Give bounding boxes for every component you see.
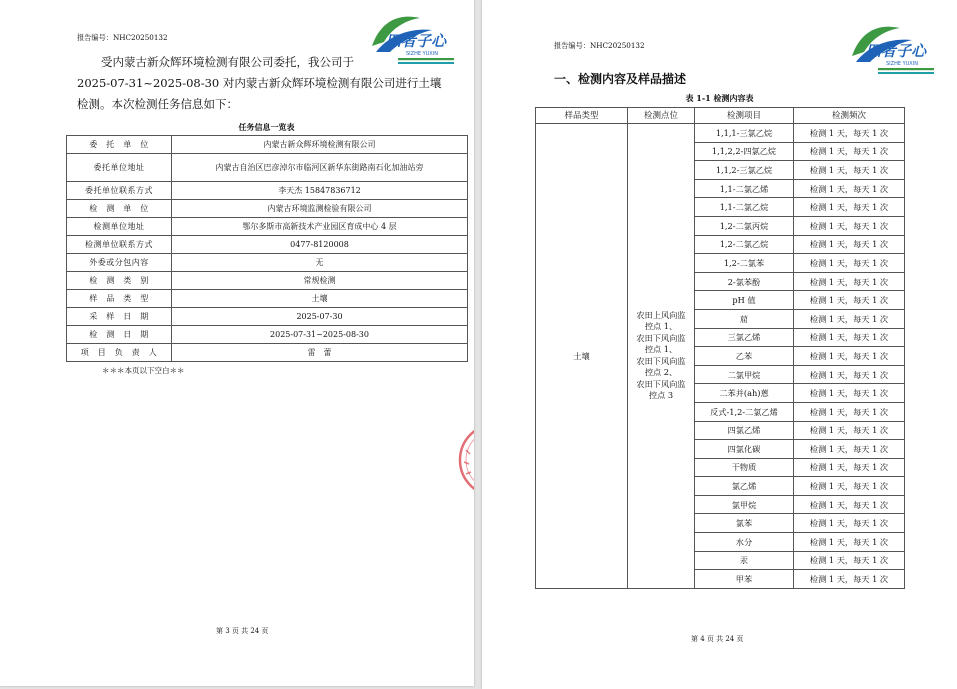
detection-item: 氯苯 bbox=[695, 514, 794, 533]
table-row bbox=[536, 124, 905, 143]
row-label: 检 测 日 期 bbox=[67, 326, 172, 344]
table-row bbox=[67, 236, 468, 254]
task-table-title: 任务信息一览表 bbox=[238, 122, 295, 132]
logo-graphic bbox=[842, 22, 938, 78]
detection-content-table bbox=[535, 107, 905, 589]
detection-item: pH 值 bbox=[695, 291, 794, 310]
intro-line: 2025-07-31~2025-08-30 对内蒙古新众辉环境检测有限公司进行土壤 bbox=[77, 76, 442, 90]
detection-frequency: 检测 1 天，每天 1 次 bbox=[794, 570, 905, 589]
table-header-row bbox=[536, 108, 905, 124]
detection-item: 反式-1,2-二氯乙烯 bbox=[695, 402, 794, 421]
row-label: 检 测 类 别 bbox=[67, 272, 172, 290]
row-value: 2025-07-31~2025-08-30 bbox=[172, 326, 468, 344]
detection-frequency: 检测 1 天，每天 1 次 bbox=[794, 272, 905, 291]
blank-note: ＊＊＊本页以下空白＊＊ bbox=[102, 366, 185, 375]
intro-line: 受内蒙古新众辉环境检测有限公司委托，我公司于 bbox=[101, 55, 354, 69]
detection-point-line: 控点 1、 bbox=[644, 321, 678, 332]
table-row bbox=[67, 254, 468, 272]
detection-frequency: 检测 1 天，每天 1 次 bbox=[794, 514, 905, 533]
report-number: 报告编号：NHC20250132 bbox=[554, 41, 645, 50]
detection-frequency: 检测 1 天，每天 1 次 bbox=[794, 142, 905, 161]
row-value: 李天杰 15847836712 bbox=[172, 182, 468, 200]
detection-item: 甲苯 bbox=[695, 570, 794, 589]
row-value: 雷 蕾 bbox=[172, 344, 468, 362]
detection-item: 1,2-二氯乙烷 bbox=[695, 235, 794, 254]
detection-points-cell bbox=[628, 124, 695, 589]
row-label: 外委或分包内容 bbox=[67, 254, 172, 272]
detection-item: 乙苯 bbox=[695, 347, 794, 366]
detection-frequency: 检测 1 天，每天 1 次 bbox=[794, 421, 905, 440]
detection-frequency: 检测 1 天，每天 1 次 bbox=[794, 328, 905, 347]
table-row bbox=[67, 182, 468, 200]
header-item: 检测项目 bbox=[695, 108, 794, 124]
detection-frequency: 检测 1 天，每天 1 次 bbox=[794, 495, 905, 514]
row-label: 委 托 单 位 bbox=[67, 136, 172, 154]
table-row bbox=[67, 344, 468, 362]
row-label: 项 目 负 责 人 bbox=[67, 344, 172, 362]
logo-subtitle: SIZHE YUXIN bbox=[886, 61, 918, 67]
company-logo bbox=[842, 22, 938, 78]
detection-item: 二氯甲烷 bbox=[695, 365, 794, 384]
row-label: 委托单位联系方式 bbox=[67, 182, 172, 200]
detection-item: 1,1-二氯乙烷 bbox=[695, 198, 794, 217]
row-value: 无 bbox=[172, 254, 468, 272]
detection-frequency: 检测 1 天，每天 1 次 bbox=[794, 291, 905, 310]
detection-item: 1,2-二氯苯 bbox=[695, 254, 794, 273]
detection-frequency: 检测 1 天，每天 1 次 bbox=[794, 458, 905, 477]
detection-frequency: 检测 1 天，每天 1 次 bbox=[794, 235, 905, 254]
detection-frequency: 检测 1 天，每天 1 次 bbox=[794, 347, 905, 366]
detection-item: 1,1,2,2-四氯乙烷 bbox=[695, 142, 794, 161]
table-row bbox=[67, 326, 468, 344]
report-number: 报告编号：NHC20250132 bbox=[77, 33, 168, 42]
detection-point-line: 控点 1、 bbox=[644, 344, 678, 355]
intro-line: 检测。本次检测任务信息如下： bbox=[77, 97, 238, 111]
row-value: 0477-8120008 bbox=[172, 236, 468, 254]
detection-item: 䓛 bbox=[695, 309, 794, 328]
logo-text: 四者子心 bbox=[386, 32, 447, 50]
row-label: 样 品 类 型 bbox=[67, 290, 172, 308]
detection-point-line: 控点 2、 bbox=[644, 367, 678, 378]
detection-item: 三氯乙烯 bbox=[695, 328, 794, 347]
logo-subtitle: SIZHE YUXIN bbox=[406, 51, 438, 57]
detection-frequency: 检测 1 天，每天 1 次 bbox=[794, 384, 905, 403]
task-info-table bbox=[66, 135, 468, 362]
row-label: 检 测 单 位 bbox=[67, 200, 172, 218]
detection-frequency: 检测 1 天，每天 1 次 bbox=[794, 365, 905, 384]
row-value: 2025-07-30 bbox=[172, 308, 468, 326]
table-row bbox=[67, 272, 468, 290]
detection-point-line: 农田下风向监 bbox=[636, 332, 686, 343]
detection-item: 水分 bbox=[695, 533, 794, 552]
detection-frequency: 检测 1 天，每天 1 次 bbox=[794, 402, 905, 421]
detection-item: 2-氯苯酚 bbox=[695, 272, 794, 291]
detection-item: 1,1-二氯乙烯 bbox=[695, 179, 794, 198]
sample-type-cell: 土壤 bbox=[536, 124, 628, 589]
content-table-title: 表 1-1 检测内容表 bbox=[685, 93, 754, 103]
report-page-3 bbox=[0, 0, 474, 686]
header-sample-type: 样品类型 bbox=[536, 108, 628, 124]
detection-item: 四氯乙烯 bbox=[695, 421, 794, 440]
detection-frequency: 检测 1 天，每天 1 次 bbox=[794, 254, 905, 273]
row-value: 鄂尔多斯市高新技术产业园区育成中心 4 层 bbox=[172, 218, 468, 236]
row-label: 采 样 日 期 bbox=[67, 308, 172, 326]
detection-frequency: 检测 1 天，每天 1 次 bbox=[794, 198, 905, 217]
detection-frequency: 检测 1 天，每天 1 次 bbox=[794, 533, 905, 552]
detection-frequency: 检测 1 天，每天 1 次 bbox=[794, 216, 905, 235]
section-title: 一、检测内容及样品描述 bbox=[554, 72, 687, 86]
table-row bbox=[67, 200, 468, 218]
detection-item: 1,1,1-三氯乙烷 bbox=[695, 124, 794, 143]
detection-item: 1,2-二氯丙烷 bbox=[695, 216, 794, 235]
header-point: 检测点位 bbox=[628, 108, 695, 124]
page-footer: 第 3 页 共 24 页 bbox=[216, 627, 269, 635]
row-value: 土壤 bbox=[172, 290, 468, 308]
table-row bbox=[67, 154, 468, 182]
table-row bbox=[67, 218, 468, 236]
detection-item: 汞 bbox=[695, 551, 794, 570]
table-row bbox=[67, 308, 468, 326]
detection-item: 1,1,2-三氯乙烷 bbox=[695, 161, 794, 180]
detection-point-line: 控点 3 bbox=[648, 390, 674, 401]
detection-frequency: 检测 1 天，每天 1 次 bbox=[794, 551, 905, 570]
report-page-4 bbox=[482, 0, 957, 689]
detection-frequency: 检测 1 天，每天 1 次 bbox=[794, 124, 905, 143]
detection-frequency: 检测 1 天，每天 1 次 bbox=[794, 179, 905, 198]
row-label: 委托单位地址 bbox=[67, 154, 172, 182]
detection-point-line: 农田上风向监 bbox=[636, 309, 686, 320]
seal-stamp bbox=[456, 420, 474, 500]
detection-item: 二苯并(ah)蒽 bbox=[695, 384, 794, 403]
row-label: 检测单位地址 bbox=[67, 218, 172, 236]
row-value: 内蒙古自治区巴彦淖尔市临河区新华东街路南石化加油站旁 bbox=[172, 154, 468, 182]
logo-text: 四者子心 bbox=[866, 42, 927, 60]
table-row bbox=[67, 136, 468, 154]
detection-point-line: 农田下风向监 bbox=[636, 355, 686, 366]
header-frequency: 检测频次 bbox=[794, 108, 905, 124]
row-value: 内蒙古环境监测检验有限公司 bbox=[172, 200, 468, 218]
detection-point-line: 农田下风向监 bbox=[636, 378, 686, 389]
row-value: 内蒙古新众辉环境检测有限公司 bbox=[172, 136, 468, 154]
detection-item: 四氯化碳 bbox=[695, 440, 794, 459]
detection-frequency: 检测 1 天，每天 1 次 bbox=[794, 161, 905, 180]
row-label: 检测单位联系方式 bbox=[67, 236, 172, 254]
table-row bbox=[67, 290, 468, 308]
detection-frequency: 检测 1 天，每天 1 次 bbox=[794, 477, 905, 496]
row-value: 常规检测 bbox=[172, 272, 468, 290]
detection-item: 干物质 bbox=[695, 458, 794, 477]
detection-item: 氯甲烷 bbox=[695, 495, 794, 514]
detection-item: 氯乙烯 bbox=[695, 477, 794, 496]
page-footer: 第 4 页 共 24 页 bbox=[691, 635, 744, 643]
detection-frequency: 检测 1 天，每天 1 次 bbox=[794, 309, 905, 328]
detection-frequency: 检测 1 天，每天 1 次 bbox=[794, 440, 905, 459]
